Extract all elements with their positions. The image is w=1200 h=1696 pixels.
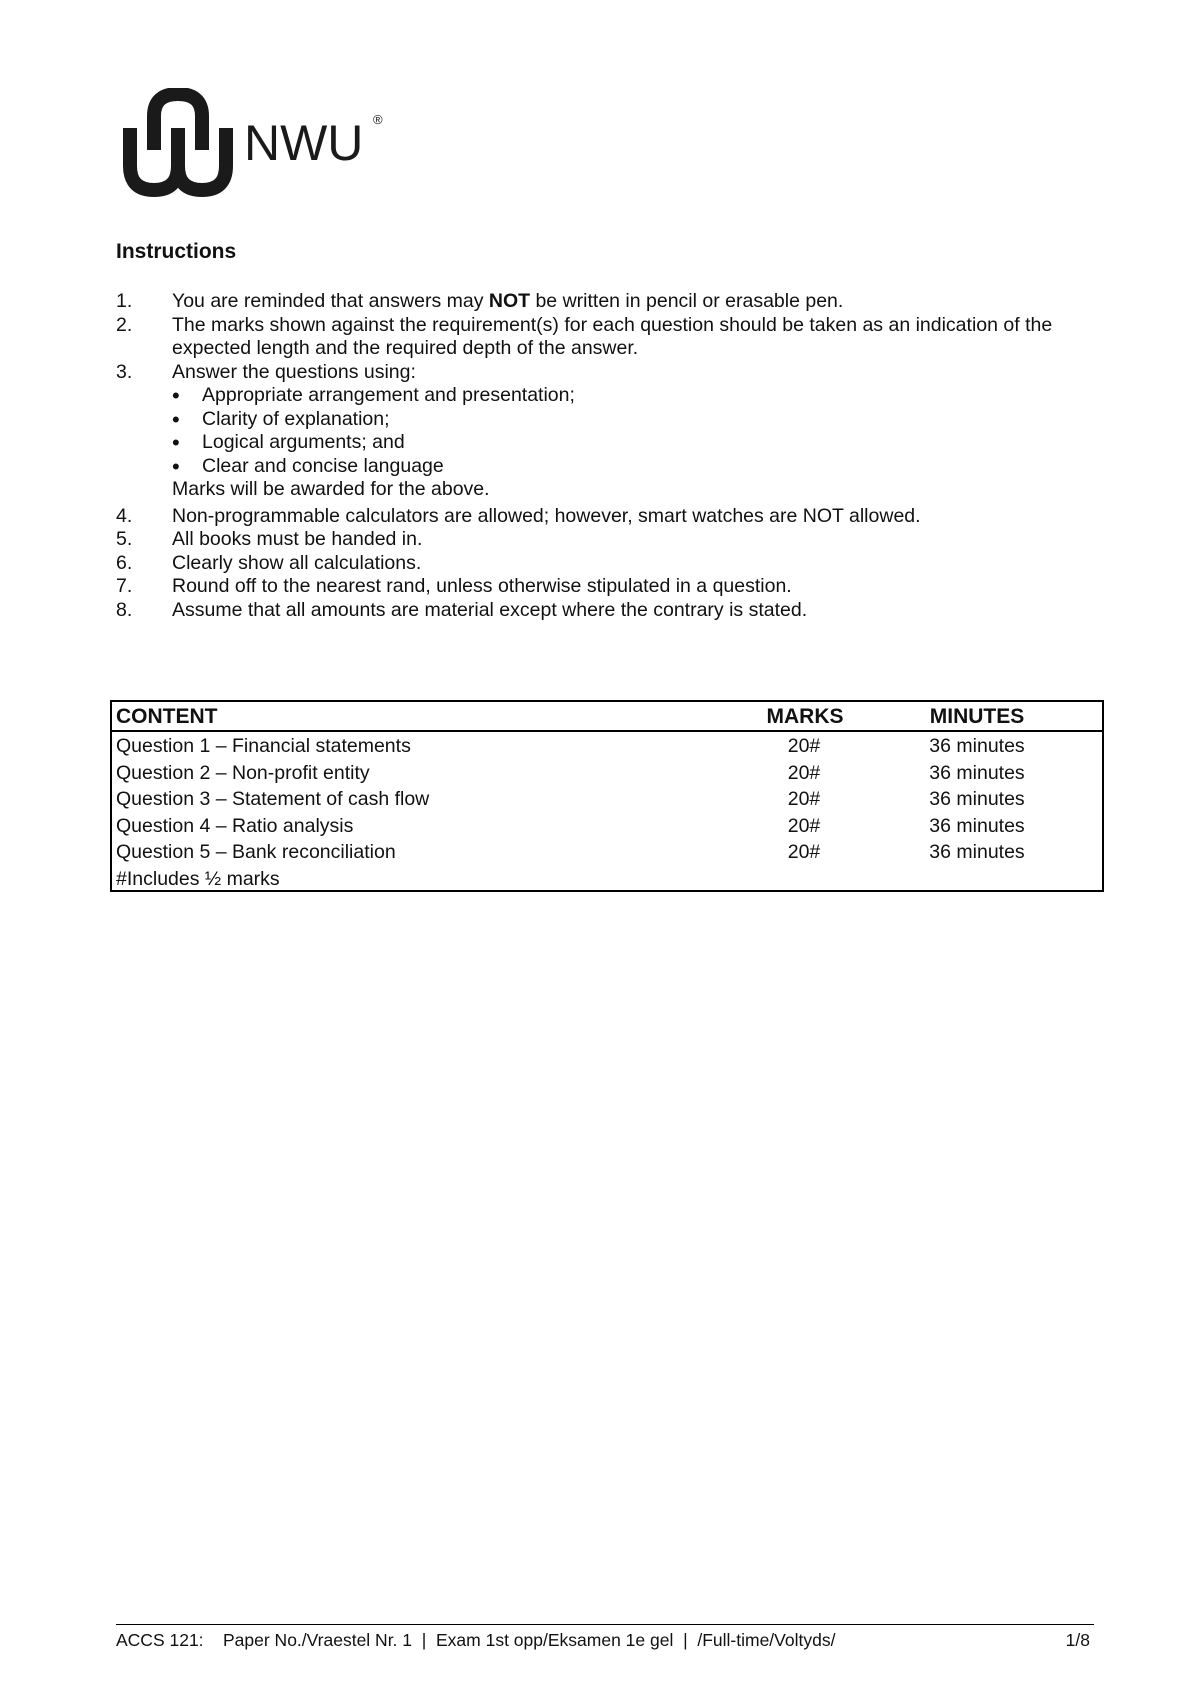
table-row: Question 2 – Non-profit entity 20# 36 minutes — [116, 761, 1025, 784]
marks-note: Marks will be awarded for the above. — [172, 478, 490, 500]
instruction-item: 7. Round off to the nearest rand, unless otherwise stipulated in a question. — [116, 575, 792, 597]
list-item: • Logical arguments; and — [172, 431, 1096, 455]
instruction-item: 8. Assume that all amounts are material except where the contrary is stated. — [116, 598, 808, 621]
criteria-list — [172, 384, 1096, 478]
table-footnote: #Includes ½ marks — [116, 867, 280, 890]
instructions-heading: Instructions — [116, 240, 237, 263]
instruction-item: 2. The marks shown against the requirement(s) for each question should be taken as an indication of the expected length and the required depth of the answer. — [116, 313, 1053, 359]
footer-course-info: ACCS 121: Paper No./Vraestel Nr. 1 | Exam 1st opp/Eksamen 1e gel | /Full-time/Voltyds/ — [116, 1630, 836, 1650]
table-footnote-row — [112, 865, 1102, 892]
nwu-logo — [118, 88, 398, 198]
registered-mark: ® — [373, 112, 383, 127]
instruction-item: 6. Clearly show all calculations. — [116, 551, 422, 574]
header-marks: MARKS — [766, 705, 844, 728]
header-minutes: MINUTES — [929, 705, 1025, 728]
list-item: • Appropriate arrangement and presentation; — [172, 384, 1096, 408]
table-header — [112, 702, 1102, 732]
page-number: 1/8 — [1065, 1630, 1090, 1650]
footer-divider — [116, 1624, 1094, 1625]
table-row: Question 1 – Financial statements 20# 36 minutes — [116, 735, 1025, 757]
content-table — [110, 700, 1104, 892]
table-row: Question 5 – Bank reconciliation 20# 36 minutes — [116, 841, 1025, 863]
instruction-item: 3. Answer the questions using: • Appropriate arrangement and presentation; • Clarity of explanation; • Logical arguments; and • Clear and concise language Marks will be awarded for the above. — [116, 361, 1096, 502]
list-item: • Clarity of explanation; — [172, 408, 1096, 432]
list-item: • Clear and concise language — [172, 455, 1096, 479]
table-row: Question 4 – Ratio analysis 20# 36 minutes — [116, 814, 1025, 837]
instruction-item: 5. All books must be handed in. — [116, 528, 423, 550]
instruction-item: 1. You are reminded that answers may NOT be written in pencil or erasable pen. — [116, 290, 844, 312]
logo-wordmark: NWU — [244, 115, 364, 171]
instruction-item: 4. Non-programmable calculators are allowed; however, smart watches are NOT allowed. — [116, 504, 921, 527]
header-content: CONTENT — [116, 705, 218, 728]
page-footer — [116, 1630, 1094, 1651]
nwu-logo-emblem-icon — [118, 88, 398, 198]
table-row: Question 3 – Statement of cash flow 20# 36 minutes — [116, 788, 1025, 810]
instructions-list — [116, 290, 1096, 622]
